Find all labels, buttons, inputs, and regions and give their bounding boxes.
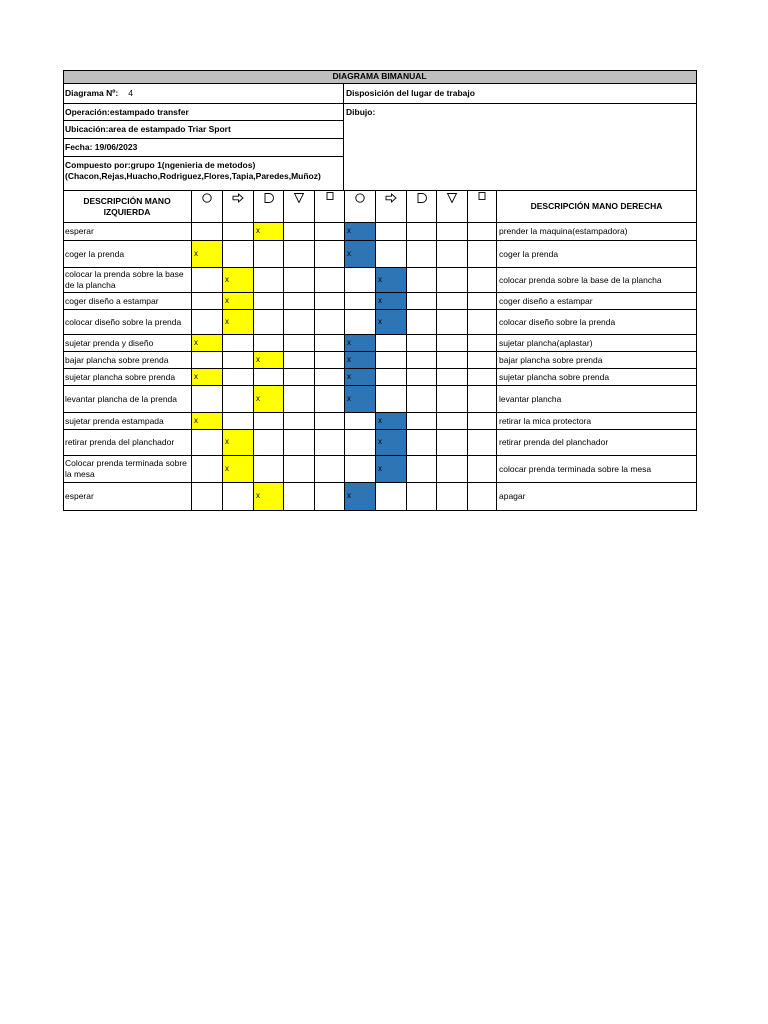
operation-circle-shape xyxy=(203,194,211,202)
diagram-number-value: 4 xyxy=(128,88,133,98)
symbol-cell xyxy=(437,293,468,310)
symbol-cell xyxy=(437,335,468,352)
composed-by-line1: Compuesto por:grupo 1(ngenieria de metodos) xyxy=(65,160,256,170)
symbol-cell xyxy=(376,386,407,413)
symbol-cell xyxy=(192,293,223,310)
hold-square-icon xyxy=(476,192,488,204)
symbol-cell xyxy=(284,386,315,413)
symbol-cell xyxy=(315,335,345,352)
right-hand-description: colocar prenda terminada sobre la mesa xyxy=(497,456,697,483)
right-symbol-mark: x xyxy=(345,241,376,268)
symbol-cell xyxy=(468,456,497,483)
symbol-cell xyxy=(376,241,407,268)
right-hand-description: retirar la mica protectora xyxy=(497,413,697,430)
right-hand-description: bajar plancha sobre prenda xyxy=(497,352,697,369)
transport-arrow-icon xyxy=(385,192,397,204)
symbol-cell xyxy=(407,293,437,310)
left-symbol-mark: x xyxy=(223,268,254,293)
symbol-cell xyxy=(315,413,345,430)
symbol-cell xyxy=(192,310,223,335)
symbol-cell xyxy=(468,483,497,511)
symbol-cell xyxy=(437,310,468,335)
left-symbol-mark: x xyxy=(223,293,254,310)
symbol-cell xyxy=(315,456,345,483)
symbol-cell xyxy=(315,310,345,335)
left-hand-description: colocar diseño sobre la prenda xyxy=(63,310,192,335)
sheet-title: DIAGRAMA BIMANUAL xyxy=(63,70,697,84)
symbol-cell xyxy=(223,241,254,268)
symbol-cell xyxy=(315,369,345,386)
right-hand-description: coger diseño a estampar xyxy=(497,293,697,310)
symbol-cell xyxy=(192,483,223,511)
left-hold-header xyxy=(315,191,345,223)
left-symbol-mark: x xyxy=(223,310,254,335)
symbol-cell xyxy=(254,268,284,293)
symbol-cell xyxy=(315,241,345,268)
symbol-cell xyxy=(407,369,437,386)
symbol-cell xyxy=(376,483,407,511)
hold-square-shape xyxy=(327,193,333,200)
symbol-cell xyxy=(284,335,315,352)
symbol-cell xyxy=(223,483,254,511)
left-operation-header xyxy=(192,191,223,223)
left-hand-description: retirar prenda del planchador xyxy=(63,430,192,456)
symbol-cell xyxy=(345,310,376,335)
symbol-cell xyxy=(254,430,284,456)
symbol-cell xyxy=(315,293,345,310)
right-symbol-mark: x xyxy=(376,268,407,293)
symbol-cell xyxy=(192,352,223,369)
symbol-cell xyxy=(407,310,437,335)
symbol-cell xyxy=(407,386,437,413)
symbol-cell xyxy=(284,241,315,268)
delay-d-icon xyxy=(416,192,428,204)
left-hand-description: sujetar prenda estampada xyxy=(63,413,192,430)
symbol-cell xyxy=(376,352,407,369)
symbol-cell xyxy=(254,335,284,352)
location-cell: Ubicación:area de estampado Triar Sport xyxy=(63,121,344,139)
right-symbol-mark: x xyxy=(345,352,376,369)
diagram-number-label: Diagrama Nº: xyxy=(65,88,119,98)
left-hand-description: levantar plancha de la prenda xyxy=(63,386,192,413)
symbol-cell xyxy=(437,430,468,456)
right-hold-header xyxy=(468,191,497,223)
symbol-cell xyxy=(407,223,437,241)
left-symbol-mark: x xyxy=(192,413,223,430)
symbol-cell xyxy=(468,430,497,456)
symbol-cell xyxy=(284,352,315,369)
left-symbol-mark: x xyxy=(192,241,223,268)
left-symbol-mark: x xyxy=(192,335,223,352)
right-hand-header: DESCRIPCIÓN MANO DERECHA xyxy=(497,191,697,223)
symbol-cell xyxy=(192,386,223,413)
symbol-cell xyxy=(284,293,315,310)
left-hand-description: Colocar prenda terminada sobre la mesa xyxy=(63,456,192,483)
storage-triangle-shape xyxy=(295,194,304,203)
symbol-cell xyxy=(437,456,468,483)
symbol-cell xyxy=(284,369,315,386)
symbol-cell xyxy=(254,310,284,335)
left-symbol-mark: x xyxy=(192,369,223,386)
composed-by-cell xyxy=(63,157,344,191)
left-storage-header xyxy=(284,191,315,223)
symbol-cell xyxy=(254,456,284,483)
symbol-cell xyxy=(468,352,497,369)
right-hand-description: levantar plancha xyxy=(497,386,697,413)
symbol-cell xyxy=(468,241,497,268)
symbol-cell xyxy=(468,223,497,241)
symbol-cell xyxy=(284,430,315,456)
storage-triangle-shape xyxy=(448,194,457,203)
symbol-cell xyxy=(284,483,315,511)
symbol-cell xyxy=(376,223,407,241)
right-symbol-mark: x xyxy=(345,223,376,241)
symbol-cell xyxy=(468,413,497,430)
symbol-cell xyxy=(407,456,437,483)
symbol-cell xyxy=(223,335,254,352)
symbol-cell xyxy=(315,386,345,413)
left-delay-header xyxy=(254,191,284,223)
symbol-cell xyxy=(345,268,376,293)
symbol-cell xyxy=(315,223,345,241)
right-hand-description: apagar xyxy=(497,483,697,511)
date-cell: Fecha: 19/06/2023 xyxy=(63,139,344,157)
right-symbol-mark: x xyxy=(345,369,376,386)
operation-circle-shape xyxy=(356,194,364,202)
symbol-cell xyxy=(254,413,284,430)
symbol-cell xyxy=(376,335,407,352)
left-hand-description: coger la prenda xyxy=(63,241,192,268)
right-delay-header xyxy=(407,191,437,223)
left-hand-description: esperar xyxy=(63,483,192,511)
left-symbol-mark: x xyxy=(254,386,284,413)
symbol-cell xyxy=(407,268,437,293)
symbol-cell xyxy=(437,352,468,369)
right-transport-header xyxy=(376,191,407,223)
left-hand-description: coger diseño a estampar xyxy=(63,293,192,310)
symbol-cell xyxy=(284,310,315,335)
symbol-cell xyxy=(223,352,254,369)
right-symbol-mark: x xyxy=(376,430,407,456)
storage-triangle-icon xyxy=(293,192,305,204)
left-hand-header: DESCRIPCIÓN MANO IZQUIERDA xyxy=(63,191,192,223)
operation-circle-icon xyxy=(354,192,366,204)
right-symbol-mark: x xyxy=(376,310,407,335)
symbol-cell xyxy=(345,293,376,310)
left-hand-description: colocar la prenda sobre la base de la plancha xyxy=(63,268,192,293)
transport-arrow-shape xyxy=(233,194,243,202)
left-hand-description: bajar plancha sobre prenda xyxy=(63,352,192,369)
symbol-cell xyxy=(468,268,497,293)
symbol-cell xyxy=(345,456,376,483)
symbol-cell xyxy=(192,268,223,293)
symbol-cell xyxy=(315,352,345,369)
right-hand-description: colocar prenda sobre la base de la plancha xyxy=(497,268,697,293)
symbol-cell xyxy=(254,369,284,386)
symbol-cell xyxy=(345,430,376,456)
right-symbol-mark: x xyxy=(376,456,407,483)
operation-cell: Operación:estampado transfer xyxy=(63,104,344,121)
left-hand-description: esperar xyxy=(63,223,192,241)
symbol-cell xyxy=(315,268,345,293)
transport-arrow-icon xyxy=(232,192,244,204)
symbol-cell xyxy=(437,386,468,413)
workplace-layout-cell: Disposición del lugar de trabajo xyxy=(344,84,697,104)
symbol-cell xyxy=(468,335,497,352)
right-hand-description: coger la prenda xyxy=(497,241,697,268)
right-symbol-mark: x xyxy=(376,293,407,310)
bimanual-diagram-sheet xyxy=(63,70,697,516)
symbol-cell xyxy=(407,335,437,352)
symbol-cell xyxy=(437,369,468,386)
right-hand-description: prender la maquina(estampadora) xyxy=(497,223,697,241)
symbol-cell xyxy=(468,310,497,335)
symbol-cell xyxy=(376,369,407,386)
operation-circle-icon xyxy=(201,192,213,204)
hold-square-shape xyxy=(479,193,485,200)
delay-d-icon xyxy=(263,192,275,204)
symbol-cell xyxy=(437,241,468,268)
symbol-cell xyxy=(284,456,315,483)
symbol-cell xyxy=(468,386,497,413)
symbol-cell xyxy=(223,413,254,430)
left-hand-description: sujetar prenda y diseño xyxy=(63,335,192,352)
composed-by-line2: (Chacon,Rejas,Huacho,Rodriguez,Flores,Tapia,Paredes,Muñoz) xyxy=(65,171,321,181)
delay-d-shape xyxy=(265,194,273,203)
symbol-cell xyxy=(315,483,345,511)
symbol-cell xyxy=(284,223,315,241)
symbol-cell xyxy=(437,483,468,511)
symbol-cell xyxy=(192,223,223,241)
symbol-cell xyxy=(407,483,437,511)
symbol-cell xyxy=(407,430,437,456)
symbol-cell xyxy=(468,293,497,310)
diagram-number-cell xyxy=(63,84,344,104)
right-storage-header xyxy=(437,191,468,223)
symbol-cell xyxy=(223,369,254,386)
symbol-cell xyxy=(468,369,497,386)
symbol-cell xyxy=(192,456,223,483)
right-hand-description: sujetar plancha sobre prenda xyxy=(497,369,697,386)
symbol-cell xyxy=(254,241,284,268)
drawing-cell: Dibujo: xyxy=(344,104,697,191)
left-symbol-mark: x xyxy=(254,483,284,511)
storage-triangle-icon xyxy=(446,192,458,204)
right-symbol-mark: x xyxy=(345,386,376,413)
left-symbol-mark: x xyxy=(223,430,254,456)
symbol-cell xyxy=(437,268,468,293)
symbol-cell xyxy=(407,413,437,430)
left-hand-description: sujetar plancha sobre prenda xyxy=(63,369,192,386)
symbol-cell xyxy=(192,430,223,456)
right-hand-description: retirar prenda del planchador xyxy=(497,430,697,456)
left-transport-header xyxy=(223,191,254,223)
symbol-cell xyxy=(254,293,284,310)
symbol-cell xyxy=(284,413,315,430)
transport-arrow-shape xyxy=(386,194,396,202)
delay-d-shape xyxy=(418,194,426,203)
hold-square-icon xyxy=(324,192,336,204)
right-symbol-mark: x xyxy=(345,483,376,511)
symbol-cell xyxy=(315,430,345,456)
symbol-cell xyxy=(437,413,468,430)
right-symbol-mark: x xyxy=(345,335,376,352)
symbol-cell xyxy=(284,268,315,293)
symbol-cell xyxy=(345,413,376,430)
left-symbol-mark: x xyxy=(254,223,284,241)
right-operation-header xyxy=(345,191,376,223)
symbol-cell xyxy=(407,241,437,268)
symbol-cell xyxy=(407,352,437,369)
symbol-cell xyxy=(223,223,254,241)
right-hand-description: colocar diseño sobre la prenda xyxy=(497,310,697,335)
symbol-cell xyxy=(437,223,468,241)
right-symbol-mark: x xyxy=(376,413,407,430)
right-hand-description: sujetar plancha(aplastar) xyxy=(497,335,697,352)
left-symbol-mark: x xyxy=(223,456,254,483)
left-symbol-mark: x xyxy=(254,352,284,369)
symbol-cell xyxy=(223,386,254,413)
